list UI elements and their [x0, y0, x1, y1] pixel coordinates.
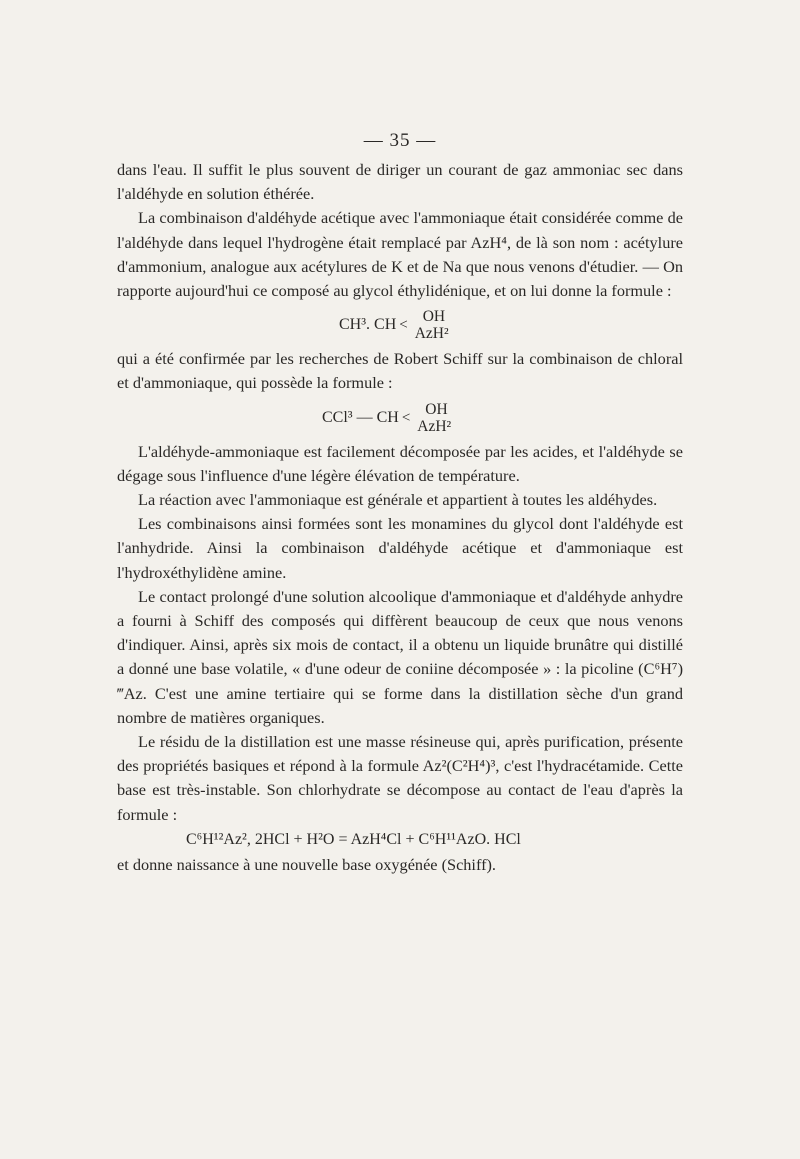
formula-glycol-top: OH	[422, 308, 446, 326]
paragraph-6: Les combinaisons ainsi formées sont les monamines du glycol dont l'aldéhyde est l'anhydride. Ainsi la combinaison d'aldéhyde acétique et d'ammoniaque est l'hydroxéthylidène amine.	[117, 514, 683, 582]
formula-chloral	[117, 396, 683, 440]
paragraph-5: La réaction avec l'ammoniaque est générale et appartient à toutes les aldéhydes.	[138, 490, 658, 510]
page-number: — 35 —	[363, 130, 437, 151]
formula-glycol	[117, 303, 683, 347]
paragraph-8: Le résidu de la distillation est une masse résineuse qui, après purification, présente des propriétés basiques et répond à la formule Az²(C²H⁴)³, c'est l'hydracétamide. Cette base est très-instable. Son chlorhydrate se décompose au contact de l'eau d'après la formule :	[117, 732, 683, 824]
paragraph-3: qui a été confirmée par les recherches de Robert Schiff sur la combinaison de chloral et d'ammoniaque, qui possède la formule :	[117, 349, 683, 393]
formula-glycol-bottom: AzH²	[414, 325, 449, 343]
formula-chloral-branch	[417, 401, 451, 435]
formula-chloral-bottom: AzH²	[417, 417, 452, 435]
formula-glycol-left: CH³. CH	[339, 316, 397, 334]
formula-chloral-left: CCl³ — CH	[322, 408, 399, 426]
page-text	[117, 158, 683, 877]
paragraph-7: Le contact prolongé d'une solution alcoolique d'ammoniaque et d'aldéhyde anhydre a fourni à Schiff des composés qui diffèrent beaucoup de ceux que nous venons d'indiquer. Ainsi, après six mois de contact, il a obtenu un liquide brunâtre qui distillé a donné une base volatile, « d'une odeur de coniine décomposée » : la picoline (C⁶H⁷)‴Az. C'est une amine tertiaire qui se forme dans la distillation sèche d'un grand nombre de matières organiques.	[117, 586, 683, 727]
paragraph-1: dans l'eau. Il suffit le plus souvent de diriger un courant de gaz ammoniac sec dans l'aldéhyde en solution éthérée.	[117, 160, 683, 204]
formula-chloral-top: OH	[425, 400, 448, 418]
formula-chloral-lt: <	[401, 409, 411, 426]
paragraph-2: La combinaison d'aldéhyde acétique avec l'ammoniaque était considérée comme de l'aldéhyde dans lequel l'hydrogène était remplacé par AzH⁴, de là son nom : acétylure d'ammonium, analogue aux acétylures de K et de Na que nous venons d'étudier. — On rapporte aujourd'hui ce composé au glycol éthylidénique, et on lui donne la formule :	[117, 208, 683, 301]
paragraph-4: L'aldéhyde-ammoniaque est facilement décomposée par les acides, et l'aldéhyde se dégage sous l'influence d'une légère élévation de température.	[117, 441, 683, 485]
formula-glycol-lt: <	[399, 317, 408, 334]
formula-glycol-branch	[415, 308, 449, 342]
formula-hydracetamide: C⁶H¹²Az², 2HCl + H²O = AzH⁴Cl + C⁶H¹¹AzO. HCl	[186, 830, 521, 848]
paragraph-9: et donne naissance à une nouvelle base oxygénée (Schiff).	[117, 854, 496, 874]
